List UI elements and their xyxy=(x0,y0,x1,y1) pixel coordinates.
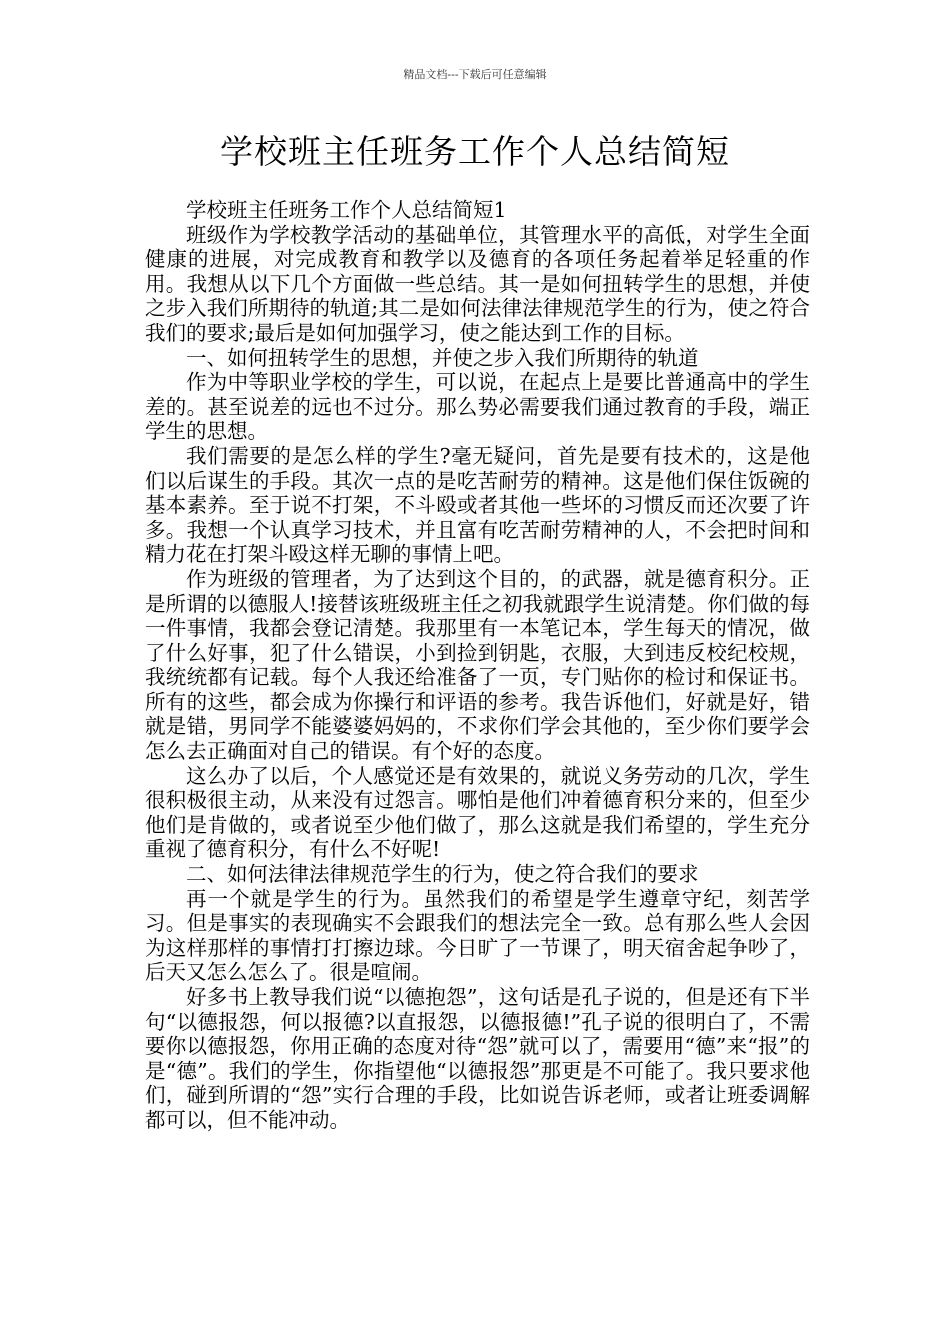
section-heading-2: 二、如何法律法律规范学生的行为，使之符合我们的要求 xyxy=(186,862,699,887)
subtitle-paragraph: 学校班主任班务工作个人总结简短1 xyxy=(186,198,507,222)
document-body xyxy=(145,198,810,1133)
header-note: 精品文档---下载后可任意编辑 xyxy=(403,68,547,81)
body-paragraph: 再一个就是学生的行为。虽然我们的希望是学生遵章守纪，刻苦学习。但是事实的表现确实不会跟我们的想法完全一致。总有那么些人会因为这样那样的事情打打擦边球。今日旷了一节课了，明天宿舍起争吵了，后天又怎么怎么了。很是喧闹。 xyxy=(145,886,810,985)
body-paragraph: 这么办了以后，个人感觉还是有效果的，就说义务劳动的几次，学生很积极很主动，从来没有过怨言。哪怕是他们冲着德育积分来的，但至少他们是肯做的，或者说至少他们做了，那么这就是我们希望的，学生充分重视了德育积分，有什么不好呢! xyxy=(145,763,810,862)
section-heading-1: 一、如何扭转学生的思想，并使之步入我们所期待的轨道 xyxy=(186,345,699,370)
body-paragraph: 我们需要的是怎么样的学生?毫无疑问，首先是要有技术的，这是他们以后谋生的手段。其次一点的是吃苦耐劳的精神。这是他们保住饭碗的基本素养。至于说不打架，不斗殴或者其他一些坏的习惯反而还次要了许多。我想一个认真学习技术，并且富有吃苦耐劳精神的人，不会把时间和精力花在打架斗殴这样无聊的事情上吧。 xyxy=(145,443,810,567)
body-paragraph: 好多书上教导我们说“以德抱怨”，这句话是孔子说的，但是还有下半句“以德报怨，何以报德?以直报怨，以德报德!”孔子说的很明白了，不需要你以德报怨，你用正确的态度对待“怨”就可以了，需要用“德”来“报”的是“德”。我们的学生，你指望他“以德报怨”那更是不可能了。我只要求他们，碰到所谓的“怨”实行合理的手段，比如说告诉老师，或者让班委调解都可以，但不能冲动。 xyxy=(145,985,810,1132)
body-paragraph: 作为中等职业学校的学生，可以说，在起点上是要比普通高中的学生差的。甚至说差的远也不过分。那么势必需要我们通过教育的手段，端正学生的思想。 xyxy=(145,370,810,444)
document-title: 学校班主任班务工作个人总结简短 xyxy=(220,132,730,171)
body-paragraph: 作为班级的管理者，为了达到这个目的，的武器，就是德育积分。正是所谓的以德服人!接替该班级班主任之初我就跟学生说清楚。你们做的每一件事情，我都会登记清楚。我那里有一本笔记本，学生每天的情况，做了什么好事，犯了什么错误，小到捡到钥匙，衣服，大到违反校纪校规，我统统都有记载。每个人我还给准备了一页，专门贴你的检讨和保证书。所有的这些，都会成为你操行和评语的参考。我告诉他们，好就是好，错就是错，男同学不能婆婆妈妈的，不求你们学会其他的，至少你们要学会怎么去正确面对自己的错误。有个好的态度。 xyxy=(145,566,810,764)
intro-paragraph: 班级作为学校教学活动的基础单位，其管理水平的高低，对学生全面健康的进展，对完成教育和教学以及德育的各项任务起着举足轻重的作用。我想从以下几个方面做一些总结。其一是如何扭转学生的思想，并使之步入我们所期待的轨道;其二是如何法律法律规范学生的行为，使之符合我们的要求;最后是如何加强学习，使之能达到工作的目标。 xyxy=(145,222,810,345)
